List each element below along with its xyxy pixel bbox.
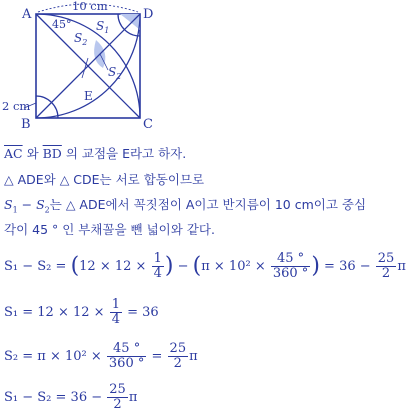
- label-angle: 45°: [52, 18, 72, 31]
- equation-4: S₁ − S₂ = 36 − $\frac{25}{2}$ π: [4, 382, 138, 412]
- label-s2-right: $S_2$: [108, 65, 122, 81]
- text-line-2: △ ADE와 △ CDE는 서로 합동이므로: [4, 172, 205, 187]
- segment-bd: $\overline{BD}$: [42, 146, 62, 161]
- label-side-length: 2 cm: [2, 99, 31, 113]
- text-line-1: $\overline{AC}$ 와 $\overline{BD}$ 의 교점을 E라고 하자.: [4, 146, 187, 161]
- label-b: B: [21, 117, 31, 132]
- segment-ac: $\overline{AC}$: [4, 146, 23, 161]
- equation-3: S₂ = π × 10² × $\frac{45 ^\circ}{360 ^\circ}$ = $\frac{25}{2}$ π: [4, 341, 198, 371]
- label-top-length: 10 cm: [72, 0, 108, 13]
- text-line-4: 각이 45 ° 인 부채꼴을 뺀 넓이와 같다.: [4, 222, 215, 237]
- label-e: E: [84, 89, 93, 103]
- label-c: C: [143, 117, 153, 132]
- equation-2: S₁ = 12 × 12 × $\frac{1}{4}$ = 36: [4, 297, 159, 327]
- text-line-3: $S_1 - S_2$는 △ ADE에서 꼭짓점이 A이고 반지름이 10 cm이고 중심: [4, 197, 367, 215]
- label-d: D: [143, 7, 154, 22]
- equation-1: S₁ − S₂ = (12 × 12 × $\frac{1}{4}$ ) − (π × 10² × $\frac{45 ^\circ}{360 ^\circ}$ ) = 36 − $\frac{25}{2}$ π: [4, 251, 406, 281]
- label-a: A: [22, 7, 32, 22]
- label-s2-left: $S_2$: [74, 31, 88, 47]
- label-s1: $S_1$: [96, 19, 110, 35]
- square-figure: [0, 0, 160, 132]
